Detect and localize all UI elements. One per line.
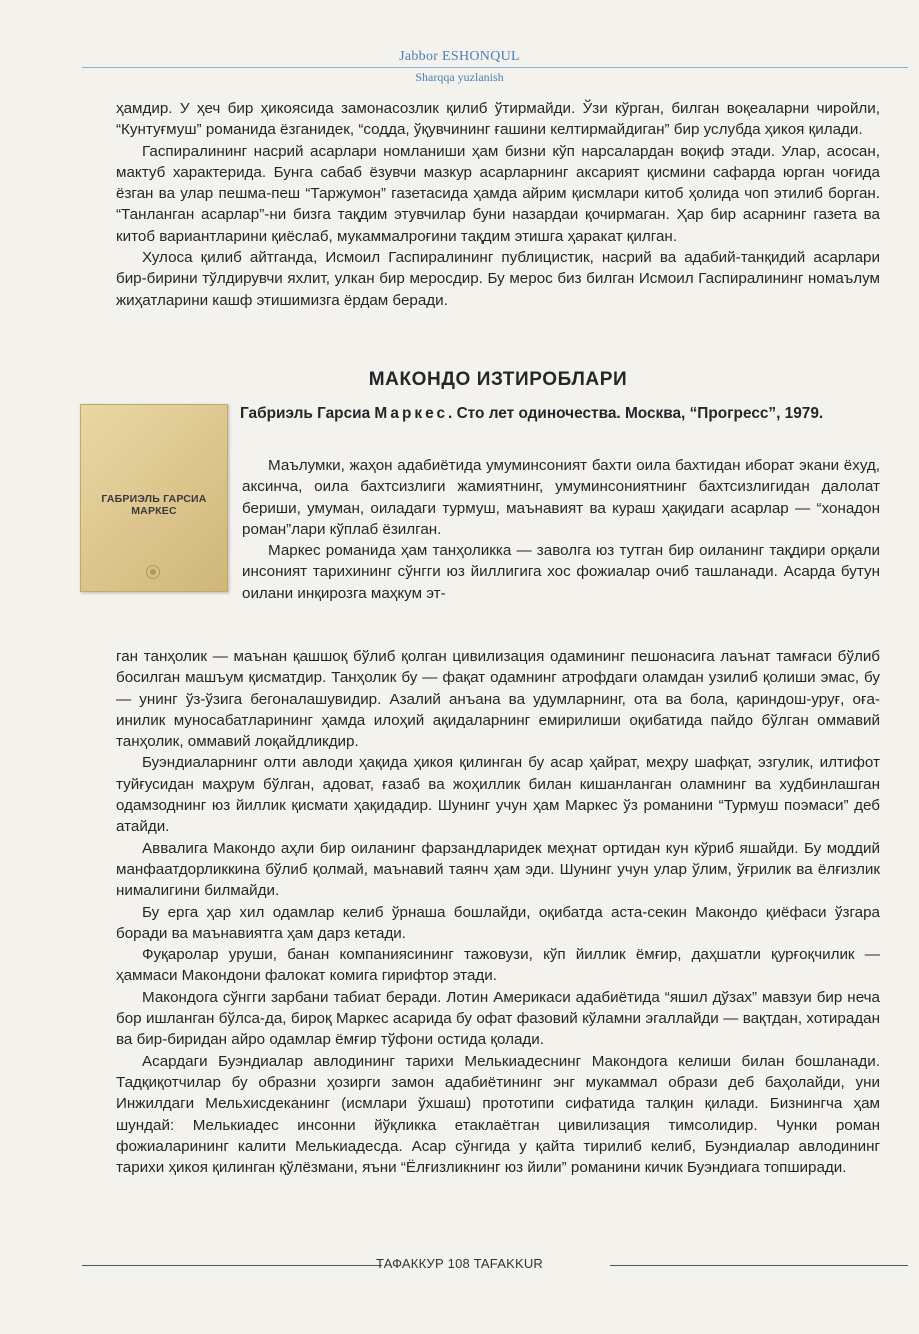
paragraph: ҳамдир. У ҳеч бир ҳикоясида замонасозлик қилиб ўтирмайди. Ўзи кўрган, билган воқеаларни чиройли, “Кунтуғмуш” романида ёзганидек, “содда, ўқувчининг ғашини келтирмайдиган” бир услубда ҳикоя қилади. [116, 100, 880, 139]
biblio-author-name: Габриэль Гарсиа [240, 405, 375, 422]
paragraph: Асардаги Буэндиалар авлодининг тарихи Мелькиадеснинг Макондога келиши билан бошланади. Тадқиқотчилар бу образни ҳозирги замон адабиётининг энг мукаммал образи деб баҳолайди, уни Инжилдаги Мельхисдеканинг (исмлари ўхшаш) прототипи сифатида талқин қилади. Бизнингча ҳам шундай: Мелькиадес инсонни йўқликка етаклаётган цивилизация тимсолидир. Чунки роман фожиаларининг калити Мелькиадесда. Асар сўнгида у қайта тирилиб келиб, Буэндиалар авлодининг тарихи ҳикоя қилинган қўлёзмани, яъни “Ёлғизликнинг юз йили” романини кичик Буэндиага топширади. [116, 1052, 880, 1177]
bibliographic-reference [240, 404, 885, 424]
book-cover-image [80, 404, 228, 592]
paragraph: Макондога сўнгги зарбани табиат беради. Лотин Америкаси адабиётида “яшил дўзах” мавзуи бир неча бор ишланган бўлса-да, бироқ Маркес асарида бу офат фазовий кўламни эгаллайди — вақтдан, хотирадан ва бир-биридан айро одамлар ёмғир тўфони остида қолади. [116, 988, 880, 1049]
paragraph: Маркес романида ҳам танҳоликка — заволга юз тутган бир оиланинг тақдири орқали инсоният тарихининг сўнгги юз йиллигига хос фожиалар очиб ташланади. Асарда бутун оилани инқирозга маҳкум эт- [242, 542, 880, 602]
biblio-author-surname: Маркес [374, 405, 449, 422]
paragraph: Бу ерга ҳар хил одамлар келиб ўрнаша бошлайди, оқибатда аста-секин Макондо қиёфаси ўзгара боради ва маънавиятга ҳам дарз кетади. [116, 903, 880, 942]
paragraph: Хулоса қилиб айтганда, Исмоил Гаспиралининг публицистик, насрий ва адабий-танқидий асарлари бир-бирини тўлдирувчи яхлит, улкан бир меросдир. Бу мерос биз билган Исмоил Гаспиралининг номаълум жиҳатларини кашф этишимизга ёрдам беради. [116, 249, 880, 309]
publisher-emblem-icon [146, 565, 160, 579]
running-header-subtitle: Sharqqa yuzlanish [415, 70, 504, 84]
biblio-details: . Сто лет одиночества. Москва, “Прогресс”, 1979. [448, 405, 824, 422]
paragraph: ган танҳолик — маънан қашшоқ бўлиб қолган цивилизация одамининг пешонасига лаънат тамғаси бўлиб босилган машъум қисматдир. Танҳолик бу — фақат одамнинг атрофдаги оламдан узилиб қолиши эмас, бу — унинг ўз-ўзига бегоналашувидир. Азалий анъана ва удумларнинг, ота ва бола, қариндош-уруғ, оға-инилик муносабатларининг ҳамда илоҳий ақидаларнинг емирилиши оқибатида пайдо бўлган оммавий танҳолик, оммавий лоқайдликдир. [116, 648, 880, 751]
footer-rule-right [610, 1265, 908, 1266]
paragraph: Маълумки, жаҳон адабиётида умуминсоният бахти оила бахтидан иборат экани ёхуд, аксинча, оила бахтсизлиги жамиятнинг, умуминсониятнинг бахтсизлигидан далолат бериши, умуман, оиладаги турмуш, маънавият ва кураш ҳақидаги асарлар — “хонадон роман”лари кўплаб ёзилган. [242, 457, 880, 538]
main-text-block [116, 646, 880, 1178]
paragraph: Фуқаролар уруши, банан компаниясининг тажовузи, кўп йиллик ёмғир, даҳшатли қурғоқчилик — ҳаммаси Макондони фалокат комига гирифтор этади. [116, 946, 880, 985]
paragraph: Гаспиралининг насрий асарлари номланиши ҳам бизни кўп нарсалардан воқиф этади. Улар, асосан, мактуб характерида. Бунга сабаб ёзувчи мазкур асарларнинг аксарият қисмини сафарда юрган чоғида ёзган ва улар пешма-пеш “Таржумон” газетасида ҳамда айрим қисмлари китоб ҳолида чоп этилиб борган. “Танланган асарлар”-ни бизга тақдим этувчилар буни назардаи қочирмаган. Ҳар бир асарнинг газета ва китоб вариантларини қиёслаб, мукаммалроғини тақдим этишга ҳаракат қилган. [116, 142, 880, 245]
book-cover-author: ГАБРИЭЛЬ ГАРСИА МАРКЕС [101, 493, 207, 517]
header-rule [82, 67, 908, 68]
paragraph: Аввалига Макондо аҳли бир оиланинг фарзандларидек меҳнат ортидан кун кўриб яшайди. Бу моддий манфаатдорликкина бўлиб қолмай, маънавий таянч ҳам эди. Шунинг учун улар ўлим, ўғрилик ва ёлғизлик нималигини билмайди. [116, 839, 880, 900]
section-title: МАКОНДО ИЗТИРОБЛАРИ [368, 369, 628, 390]
top-text-block [116, 98, 880, 311]
footer-page-label: ТАФАККУР 108 TAFAKKUR [375, 1256, 543, 1271]
running-header-author: Jabbor ESHONQUL [399, 49, 520, 64]
side-text-block [242, 455, 880, 604]
paragraph: Буэндиаларнинг олти авлоди ҳақида ҳикоя қилинган бу асар ҳайрат, меҳру шафқат, эзгулик, илтифот туйғусидан маҳрум бўлган, адоват, ғазаб ва жоҳиллик билан кишанланган оламнинг ва худбинлашган одамзоднинг юз йиллик қисмати ҳақидадир. Шунинг учун ҳам Маркес ўз романини “Турмуш поэмаси” деб атайди. [116, 754, 880, 836]
